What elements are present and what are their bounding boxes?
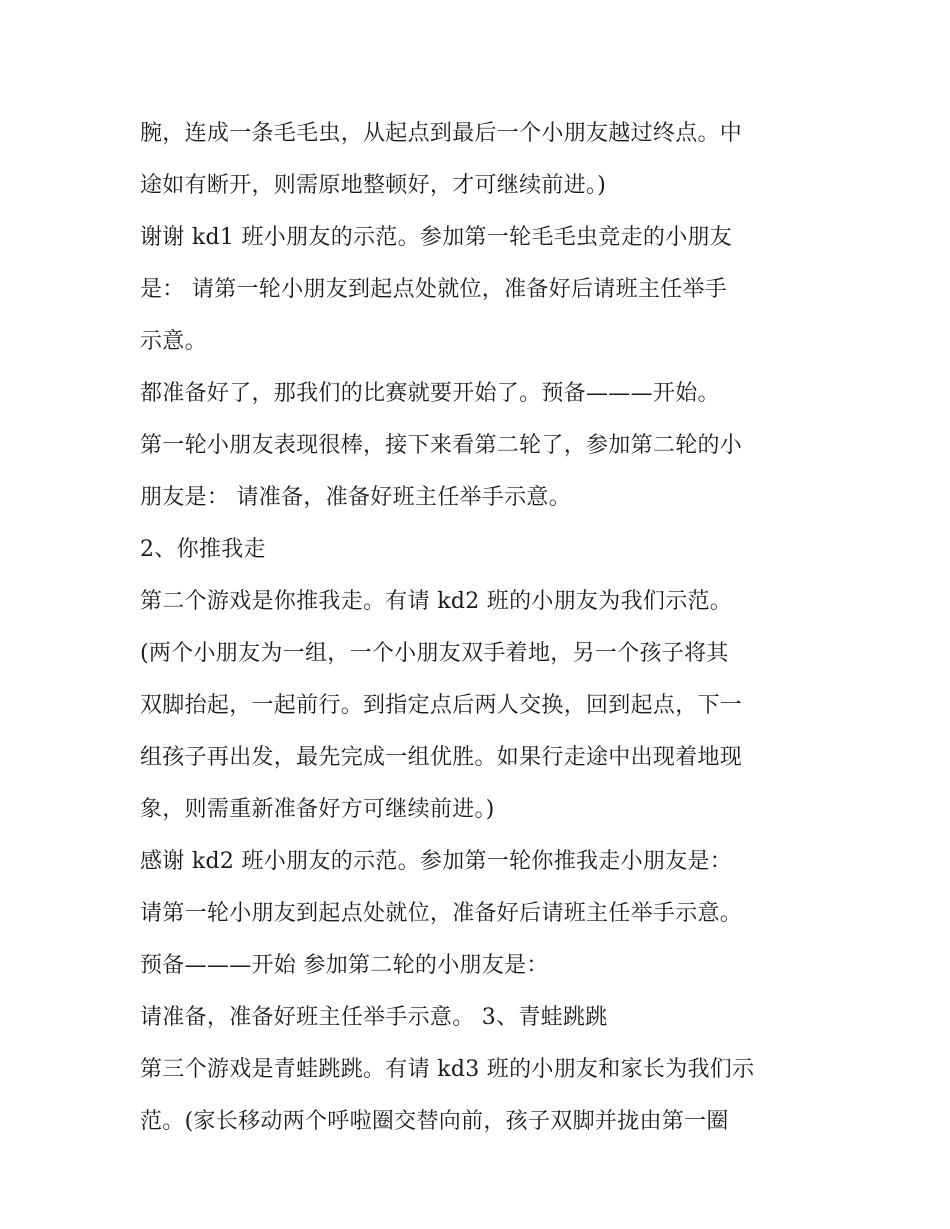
text-line-4: 是： 请第一轮小朋友到起点处就位，准备好后请班主任举手 — [140, 277, 728, 302]
text-line-13: 组孩子再出发，最先完成一组优胜。如果行走途中出现着地现 — [140, 745, 743, 770]
text-line-15: 感谢 kd2 班小朋友的示范。参加第一轮你推我走小朋友是： — [140, 849, 733, 874]
text-line-19: 第三个游戏是青蛙跳跳。有请 kd3 班的小朋友和家长为我们示 — [140, 1057, 755, 1082]
text-line-17: 预备———开始 参加第二轮的小朋友是： — [140, 953, 549, 978]
text-line-3: 谢谢 kd1 班小朋友的示范。参加第一轮毛毛虫竞走的小朋友 — [140, 225, 733, 250]
text-line-20: 范。(家长移动两个呼啦圈交替向前，孩子双脚并拢由第一圈 — [140, 1109, 729, 1134]
text-line-1: 腕，连成一条毛毛虫，从起点到最后一个小朋友越过终点。中 — [140, 121, 743, 146]
text-line-12: 双脚抬起，一起前行。到指定点后两人交换，回到起点，下一 — [140, 693, 743, 718]
text-line-7: 第一轮小朋友表现很棒，接下来看第二轮了，参加第二轮的小 — [140, 433, 743, 458]
text-line-2: 途如有断开，则需原地整顿好，才可继续前进。) — [140, 173, 607, 198]
text-line-8: 朋友是： 请准备，准备好班主任举手示意。 — [140, 485, 571, 510]
text-line-18: 请准备，准备好班主任举手示意。 3、青蛙跳跳 — [140, 1005, 608, 1030]
text-line-16: 请第一轮小朋友到起点处就位，准备好后请班主任举手示意。 — [140, 901, 743, 926]
text-line-5: 示意。 — [140, 329, 207, 354]
document-body — [140, 108, 820, 1148]
section-heading-2: 2、你推我走 — [140, 537, 266, 562]
text-line-6: 都准备好了，那我们的比赛就要开始了。预备———开始。 — [140, 381, 720, 406]
text-line-10: 第二个游戏是你推我走。有请 kd2 班的小朋友为我们示范。 — [140, 589, 733, 614]
text-line-11: (两个小朋友为一组，一个小朋友双手着地，另一个孩子将其 — [140, 641, 729, 666]
text-line-14: 象，则需重新准备好方可继续前进。) — [140, 797, 495, 822]
